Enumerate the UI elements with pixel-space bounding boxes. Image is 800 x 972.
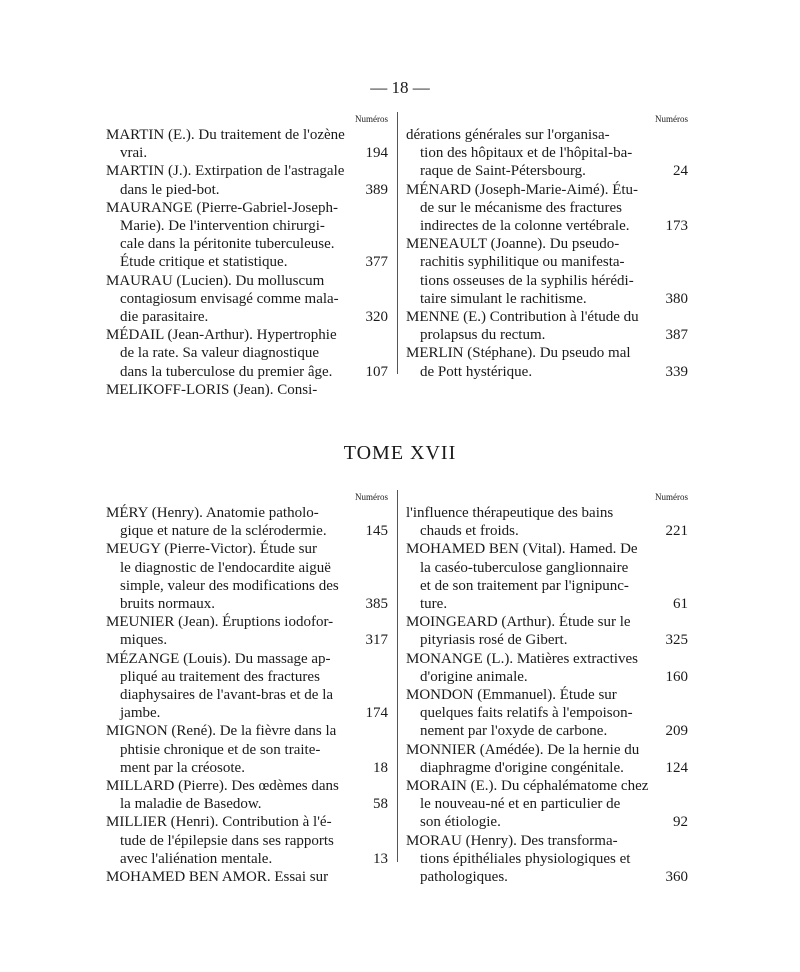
entry-number: 209 bbox=[665, 723, 688, 740]
entry-continuation-line bbox=[106, 253, 388, 271]
entry-text: taire simulant le rachitisme. bbox=[420, 290, 587, 307]
entry-continuation-line: phtisie chronique et de son traite- bbox=[120, 741, 321, 758]
index-entry bbox=[106, 868, 388, 886]
index-entry bbox=[106, 272, 388, 327]
entry-continuation-line bbox=[106, 704, 388, 722]
entry-continuation-line: le diagnostic de l'endocardite aiguë bbox=[120, 559, 331, 576]
entry-number: 320 bbox=[365, 309, 388, 326]
entry-number: 380 bbox=[665, 290, 688, 307]
entry-text: nement par l'oxyde de carbone. bbox=[420, 723, 608, 740]
entry-continuation-line bbox=[106, 850, 388, 868]
entry-text: diaphragme d'origine congénitale. bbox=[420, 759, 624, 776]
index-entry bbox=[406, 741, 688, 777]
entry-continuation-line bbox=[106, 595, 388, 613]
entry-text: miques. bbox=[120, 632, 168, 649]
entry-continuation-line bbox=[106, 181, 388, 199]
entry-continuation-line bbox=[406, 522, 688, 540]
entry-number: 160 bbox=[665, 668, 688, 685]
entry-text: prolapsus du rectum. bbox=[420, 327, 546, 344]
column-label: Numéros bbox=[355, 492, 388, 502]
entry-number: 387 bbox=[665, 327, 688, 344]
index-entry bbox=[406, 126, 688, 181]
column-left bbox=[106, 490, 388, 886]
entry-continuation-line: de sur le mécanisme des fractures bbox=[420, 199, 622, 216]
entry-heading-line: MONNIER (Amédée). De la hernie du bbox=[406, 741, 640, 758]
entry-continuation-line: la caséo-tuberculose ganglionnaire bbox=[420, 559, 629, 576]
entry-number: 325 bbox=[665, 632, 688, 649]
index-entry bbox=[406, 308, 688, 344]
entry-continuation-line bbox=[406, 363, 688, 381]
entry-continuation-line bbox=[406, 631, 688, 649]
entry-heading-line: MOHAMED BEN AMOR. Essai sur bbox=[106, 869, 329, 886]
index-entry bbox=[106, 650, 388, 723]
entry-continuation-line bbox=[106, 522, 388, 540]
entry-heading-line: MÉRY (Henry). Anatomie patholo- bbox=[106, 505, 319, 521]
entry-text: de Pott hystérique. bbox=[420, 363, 533, 380]
entry-heading-line: MENNE (E.) Contribution à l'étude du bbox=[406, 309, 639, 326]
entry-continuation-line bbox=[106, 759, 388, 777]
tome-title: TOME XVII bbox=[343, 442, 457, 464]
entry-text: raque de Saint-Pétersbourg. bbox=[420, 163, 586, 180]
entry-number: 339 bbox=[665, 363, 688, 380]
entry-continuation-line bbox=[406, 759, 688, 777]
index-entry bbox=[106, 199, 388, 272]
entry-heading-line: MAURAU (Lucien). Du molluscum bbox=[106, 272, 325, 289]
entry-continuation-line: tion des hôpitaux et de l'hôpital-ba- bbox=[420, 145, 633, 162]
index-entry bbox=[106, 381, 388, 399]
entry-text: la maladie de Basedow. bbox=[120, 796, 262, 813]
column-label: Numéros bbox=[655, 114, 688, 124]
entry-text: chauds et froids. bbox=[420, 523, 519, 540]
entry-continuation-line: tions épithéliales physiologiques et bbox=[420, 850, 631, 867]
entry-continuation-line bbox=[106, 363, 388, 381]
entry-continuation-line bbox=[406, 668, 688, 686]
index-entry bbox=[406, 344, 688, 380]
index-entry bbox=[106, 162, 388, 198]
entry-text: jambe. bbox=[120, 705, 161, 722]
index-entry bbox=[406, 504, 688, 540]
column-right bbox=[406, 490, 688, 886]
entry-heading-line: MÉZANGE (Louis). Du massage ap- bbox=[106, 650, 331, 667]
entry-heading-line: dérations générales sur l'organisa- bbox=[406, 127, 610, 143]
entry-heading-line: MAURANGE (Pierre-Gabriel-Joseph- bbox=[106, 199, 339, 216]
entry-heading-line: MARTIN (J.). Extirpation de l'astragale bbox=[106, 163, 345, 180]
entry-number: 107 bbox=[365, 363, 388, 380]
entry-continuation-line bbox=[106, 795, 388, 813]
index-entry bbox=[106, 326, 388, 381]
column-right bbox=[406, 112, 688, 381]
page-number: — 18 — bbox=[370, 78, 430, 97]
entry-continuation-line bbox=[106, 144, 388, 162]
entry-continuation-line: le nouveau-né et en particulier de bbox=[420, 796, 621, 813]
entry-text: avec l'aliénation mentale. bbox=[120, 850, 273, 867]
entry-number: 385 bbox=[365, 596, 388, 613]
entry-text: ment par la créosote. bbox=[120, 759, 245, 776]
entry-number: 194 bbox=[365, 145, 388, 162]
entry-heading-line: MENEAULT (Joanne). Du pseudo- bbox=[406, 236, 620, 253]
entry-heading-line: MONDON (Emmanuel). Étude sur bbox=[406, 687, 617, 704]
entry-text: indirectes de la colonne vertébrale. bbox=[420, 218, 630, 235]
entry-number: 174 bbox=[365, 705, 388, 722]
entry-text: pityriasis rosé de Gibert. bbox=[420, 632, 568, 649]
entry-heading-line: MILLIER (Henri). Contribution à l'é- bbox=[106, 814, 332, 831]
entry-heading-line: MORAIN (E.). Du céphalématome chez bbox=[406, 778, 649, 795]
entry-continuation-line bbox=[406, 162, 688, 180]
entry-number: 124 bbox=[665, 759, 688, 776]
entry-continuation-line: tude de l'épilepsie dans ses rapports bbox=[120, 832, 334, 849]
entry-text: dans le pied-bot. bbox=[120, 181, 220, 198]
entry-text: bruits normaux. bbox=[120, 596, 215, 613]
entry-number: 317 bbox=[365, 632, 388, 649]
entry-number: 58 bbox=[373, 796, 388, 813]
entry-heading-line: MEUGY (Pierre-Victor). Étude sur bbox=[106, 541, 317, 558]
entry-continuation-line: quelques faits relatifs à l'empoison- bbox=[420, 705, 633, 722]
entry-number: 92 bbox=[673, 814, 688, 831]
entry-text: ture. bbox=[420, 596, 448, 613]
index-entry bbox=[406, 686, 688, 741]
entry-heading-line: l'influence thérapeutique des bains bbox=[406, 505, 614, 521]
entry-continuation-line bbox=[106, 308, 388, 326]
entry-continuation-line bbox=[406, 595, 688, 613]
entry-text: son étiologie. bbox=[420, 814, 501, 831]
column-label: Numéros bbox=[655, 492, 688, 502]
entry-continuation-line: Marie). De l'intervention chirurgi- bbox=[120, 218, 325, 235]
index-entry bbox=[106, 540, 388, 613]
index-entry bbox=[106, 504, 388, 540]
index-entry bbox=[406, 181, 688, 236]
entry-continuation-line bbox=[406, 290, 688, 308]
entry-number: 24 bbox=[673, 163, 688, 180]
section-tome-xvi bbox=[106, 112, 700, 398]
entry-heading-line: MONANGE (L.). Matières extractives bbox=[406, 650, 639, 667]
entry-text: vrai. bbox=[120, 145, 148, 162]
index-entry bbox=[406, 650, 688, 686]
entry-continuation-line bbox=[106, 631, 388, 649]
column-divider bbox=[397, 112, 398, 374]
entry-continuation-line: rachitis syphilitique ou manifesta- bbox=[420, 254, 625, 271]
index-entry bbox=[106, 777, 388, 813]
entry-number: 145 bbox=[365, 523, 388, 540]
entry-heading-line: MÉDAIL (Jean-Arthur). Hypertrophie bbox=[106, 327, 337, 344]
index-entry bbox=[106, 126, 388, 162]
entry-continuation-line: pliqué au traitement des fractures bbox=[120, 668, 320, 685]
index-entry bbox=[406, 613, 688, 649]
section-tome-xvii bbox=[106, 490, 700, 886]
entry-number: 360 bbox=[665, 869, 688, 886]
entry-continuation-line bbox=[406, 868, 688, 886]
entry-continuation-line: et de son traitement par l'ignipunc- bbox=[420, 577, 629, 594]
index-entry bbox=[106, 613, 388, 649]
entry-heading-line: MOINGEARD (Arthur). Étude sur le bbox=[406, 614, 631, 631]
entry-text: d'origine animale. bbox=[420, 668, 528, 685]
index-entry bbox=[406, 832, 688, 887]
entry-number: 18 bbox=[373, 759, 388, 776]
index-entry bbox=[106, 722, 388, 777]
index-entry bbox=[106, 813, 388, 868]
entry-heading-line: MOHAMED BEN (Vital). Hamed. De bbox=[406, 541, 638, 558]
entry-number: 173 bbox=[665, 218, 688, 235]
entry-number: 13 bbox=[373, 850, 388, 867]
entry-text: pathologiques. bbox=[420, 869, 508, 886]
column-left bbox=[106, 112, 388, 399]
index-entry bbox=[406, 777, 688, 832]
entry-heading-line: MELIKOFF-LORIS (Jean). Consi- bbox=[106, 381, 318, 398]
entry-text: die parasitaire. bbox=[120, 309, 209, 326]
entry-heading-line: MIGNON (René). De la fièvre dans la bbox=[106, 723, 337, 740]
entry-continuation-line: simple, valeur des modifications des bbox=[120, 577, 339, 594]
entry-number: 389 bbox=[365, 181, 388, 198]
entry-continuation-line bbox=[406, 217, 688, 235]
entry-text: Étude critique et statistique. bbox=[120, 254, 288, 271]
entry-heading-line: MERLIN (Stéphane). Du pseudo mal bbox=[406, 345, 631, 362]
entry-continuation-line: tions osseuses de la syphilis hérédi- bbox=[420, 272, 634, 289]
index-entry bbox=[406, 235, 688, 308]
entry-continuation-line bbox=[406, 813, 688, 831]
entry-continuation-line: cale dans la péritonite tuberculeuse. bbox=[120, 236, 335, 253]
index-entry bbox=[406, 540, 688, 613]
entry-number: 221 bbox=[665, 523, 688, 540]
entry-continuation-line: de la rate. Sa valeur diagnostique bbox=[120, 345, 320, 362]
entry-number: 61 bbox=[673, 596, 688, 613]
entry-continuation-line: contagiosum envisagé comme mala- bbox=[120, 290, 339, 307]
entry-continuation-line bbox=[406, 326, 688, 344]
entry-continuation-line: diaphysaires de l'avant-bras et de la bbox=[120, 687, 334, 704]
entry-heading-line: MEUNIER (Jean). Éruptions iodofor- bbox=[106, 614, 334, 631]
entry-heading-line: MÉNARD (Joseph-Marie-Aimé). Étu- bbox=[406, 181, 639, 198]
column-divider bbox=[397, 490, 398, 862]
entry-number: 377 bbox=[365, 254, 388, 271]
entry-text: dans la tuberculose du premier âge. bbox=[120, 363, 333, 380]
entry-heading-line: MARTIN (E.). Du traitement de l'ozène bbox=[106, 127, 345, 143]
entry-text: gique et nature de la sclérodermie. bbox=[120, 523, 327, 540]
entry-heading-line: MILLARD (Pierre). Des œdèmes dans bbox=[106, 778, 339, 795]
entry-heading-line: MORAU (Henry). Des transforma- bbox=[406, 832, 618, 849]
entry-continuation-line bbox=[406, 722, 688, 740]
column-label: Numéros bbox=[355, 114, 388, 124]
